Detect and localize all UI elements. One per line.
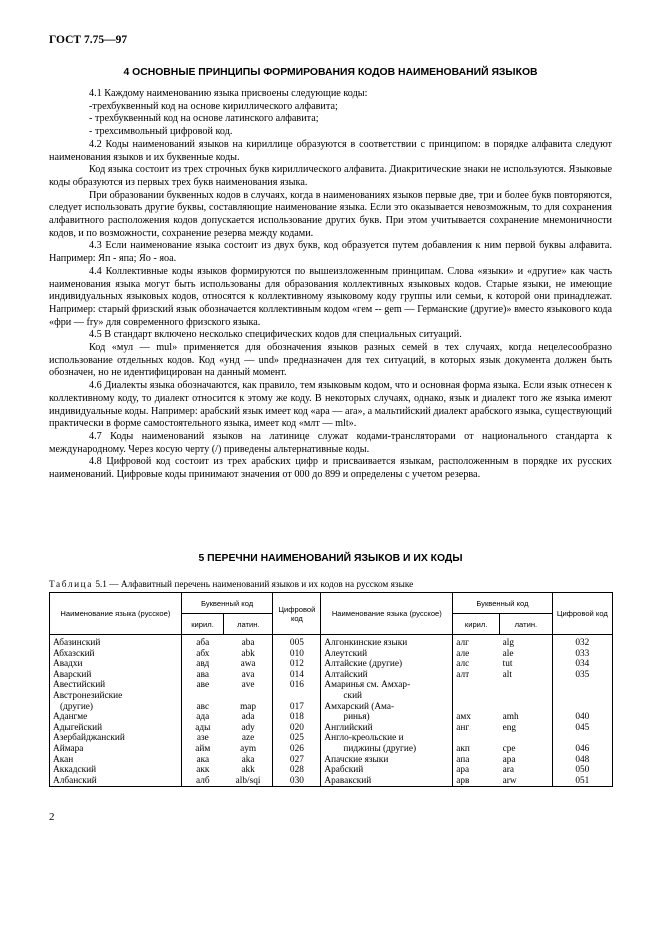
table-cell-c2: акп (456, 743, 470, 754)
table-cell-n1: Аймара (50, 744, 182, 755)
table-cell-d1: 017 (273, 702, 321, 713)
header-cyr: кирил. (453, 614, 500, 635)
table-cell-n2: пиджины (другие) (321, 744, 453, 755)
table-cell-l1: map (224, 702, 273, 713)
table-cell-l2: amh (500, 712, 553, 723)
table-cell-l2: tut (500, 659, 553, 670)
paragraph: - трехсимвольный цифровой код. (89, 126, 233, 138)
table-cell-d1: 020 (273, 723, 321, 734)
table-cell-d2: 050 (552, 765, 612, 776)
table-cell-d1: 010 (273, 649, 321, 660)
table-cell-l2 (500, 680, 553, 691)
table-cell-l1: abk (224, 649, 273, 660)
table-cell-c1: авс (181, 702, 223, 713)
table-cell-n2: Алтайский (321, 670, 453, 681)
table-cell-d2: 032 (552, 635, 612, 649)
header-lat: латин. (500, 614, 553, 635)
table-cell-c2 (453, 691, 500, 702)
table-cell-l1: ave (224, 680, 273, 691)
table-cell-c2: амх (456, 712, 471, 723)
table-cell-l2: alg (500, 635, 553, 649)
table-cell-l2: alt (500, 670, 553, 681)
header-cyr: кирил. (181, 614, 223, 635)
table-row (50, 744, 613, 755)
table-cell-d1: 018 (273, 712, 321, 723)
table-cell-n1: Абхазский (50, 649, 182, 660)
table-cell-l1: ady (224, 723, 273, 734)
table-cell-c1: айм (181, 744, 223, 755)
header-digit-code: Цифровой код (273, 593, 321, 635)
table-cell-l2: arw (500, 776, 553, 787)
table-cell-n2: Аравакский (321, 776, 453, 787)
table-cell-c2: апа (456, 754, 470, 765)
table-cell-c2: але (456, 648, 470, 659)
table-cell-n2: ринья) (321, 712, 453, 723)
table-row (50, 702, 613, 713)
header-letter-code: Буквенный код (181, 593, 273, 614)
table-cell-l1 (224, 691, 273, 702)
table-cell-d1: 030 (273, 776, 321, 787)
table-cell-d1: 012 (273, 659, 321, 670)
table-cell-n2: Амаринья см. Амхар- (321, 680, 453, 691)
header-letter-code: Буквенный код (453, 593, 552, 614)
section-4-body (49, 88, 612, 482)
table-row (50, 670, 613, 681)
table-cell-c2: алс (456, 659, 470, 670)
table-cell-n2: Английский (321, 723, 453, 734)
table-cell-c1: ака (181, 755, 223, 766)
paragraph: 4.4 Коллективные коды языков формируются по вышеизложенным принципам. Слова «языки» и «другие» как часть наименования языка могут быть использованы для образования коллективных языковых кодов. Старые языки, не имеющие индивидуальных языковых кодов, относятся к коллективному языковому коду группы или семьи, к которой они принадлежат. Например: старый фризский язык обозначается коллективным кодом «гем -- gem — Германские (другие)» вместо языкового кода «фри — fry» для современного фризского языка. (49, 265, 612, 328)
table-cell-c1: акк (181, 765, 223, 776)
table-cell-l2: cpe (500, 744, 553, 755)
table-cell-l1: aze (224, 733, 273, 744)
table-cell-l1: ada (224, 712, 273, 723)
table-cell-c1 (181, 691, 223, 702)
table-cell-d1: 016 (273, 680, 321, 691)
languages-table (49, 592, 613, 787)
table-caption (49, 580, 612, 590)
table-cell-d1: 025 (273, 733, 321, 744)
table-cell-l2: ale (500, 649, 553, 660)
table-cell-c1: аве (181, 680, 223, 691)
table-cell-c1: абх (181, 649, 223, 660)
table-cell-d2 (552, 733, 612, 744)
table-cell-l2: ara (500, 765, 553, 776)
table-cell-l1: alb/sqi (224, 776, 273, 787)
table-cell-l2 (500, 702, 553, 713)
table-cell-l1: akk (224, 765, 273, 776)
section-4-title: 4 ОСНОВНЫЕ ПРИНЦИПЫ ФОРМИРОВАНИЯ КОДОВ НАИМЕНОВАНИЙ ЯЗЫКОВ (123, 67, 538, 78)
paragraph: 4.1 Каждому наименованию языка присвоены следующие коды: (89, 88, 368, 99)
paragraph: Код языка состоит из трех строчных букв кириллического алфавита. Диакритические знаки не используются. Языковые коды образуются из первых трех букв наименования языка. (49, 164, 612, 188)
table-cell-n2: Арабский (321, 765, 453, 776)
table-cell-n2: Алтайские (другие) (321, 659, 453, 670)
paragraph: При образовании буквенных кодов в случаях, когда в наименованиях языков первые две, три и более букв повторяются, следует использовать другие буквы, составляющие наименование языка. Если это оказывается невозможным, то для сохранения алфавитного расположения кодов допускается использование других букв. При этом учитывается сохранение мнемоничности кодов, и по возможности, сохранение резерва между кодами. (49, 189, 612, 239)
table-cell-c2 (453, 702, 500, 713)
table-cell-d2 (552, 702, 612, 713)
table-cell-l1: aym (224, 744, 273, 755)
table-row (50, 712, 613, 723)
table-cell-l2: apa (500, 755, 553, 766)
header-digit-code: Цифровой код (552, 593, 612, 635)
table-row (50, 765, 613, 776)
table-cell-d2: 045 (552, 723, 612, 734)
table-cell-n1: Аккадский (50, 765, 182, 776)
table-cell-l1: awa (224, 659, 273, 670)
table-cell-l2 (500, 691, 553, 702)
paragraph: - трехбуквенный код на основе латинского алфавита; (89, 113, 319, 125)
paragraph: Код «мул — mul» применяется для обозначения языков разных семей в тех случаях, когда нецелесообразно использование отдельных кодов. Код «унд — und» предназначен для тех ситуаций, в которых язык документа должен быть обозначен, но не идентифицирован на данный момент. (49, 342, 612, 379)
paragraph: 4.2 Коды наименований языков на кириллице образуются в соответствии с принципом: в порядке алфавита следуют наименования языков и их буквенные коды. (49, 138, 612, 163)
table-cell-c1: азе (181, 733, 223, 744)
table-cell-n1: Абазинский (50, 635, 182, 649)
table-row (50, 776, 613, 787)
table-cell-d2 (552, 680, 612, 691)
table-cell-n1: Азербайджанский (50, 733, 182, 744)
table-cell-d1: 028 (273, 765, 321, 776)
table-cell-c1: аба (181, 635, 223, 649)
table-cell-n2: Алеутский (321, 649, 453, 660)
paragraph: 4.7 Коды наименований языков на латинице служат кодами-трансляторами от национального стандарта к международному. Через косую черту (/) приведены альтернативные коды. (49, 430, 612, 455)
section-5-title: 5 ПЕРЕЧНИ НАИМЕНОВАНИЙ ЯЗЫКОВ И ИХ КОДЫ (198, 553, 463, 564)
table-cell-d2: 033 (552, 649, 612, 660)
table-cell-n1: Адангме (50, 712, 182, 723)
table-cell-d1: 005 (273, 635, 321, 649)
table-cell-l1: aka (224, 755, 273, 766)
table-cell-c1: ава (181, 670, 223, 681)
table-cell-n2: ский (321, 691, 453, 702)
table-cell-n1: Акан (50, 755, 182, 766)
table-cell-c1: алб (181, 776, 223, 787)
table-cell-l1: aba (224, 635, 273, 649)
table-cell-n2: Апачские языки (321, 755, 453, 766)
table-cell-c2: алг (456, 638, 469, 648)
table-cell-d1: 027 (273, 755, 321, 766)
table-cell-c2: арв (453, 776, 500, 787)
table-row (50, 755, 613, 766)
table-cell-n1: Албанский (50, 776, 182, 787)
table-cell-d2: 048 (552, 755, 612, 766)
table-cell-n2: Алгонкинские языки (321, 635, 453, 649)
running-header: ГОСТ 7.75—97 (49, 34, 128, 46)
table-cell-d1 (273, 691, 321, 702)
table-cell-c1: ады (181, 723, 223, 734)
table-cell-l1: ava (224, 670, 273, 681)
table-cell-n1: Авестийский (50, 680, 182, 691)
table-caption-label: Таблица (49, 580, 93, 590)
table-cell-l2 (500, 733, 553, 744)
table-cell-d2: 040 (552, 712, 612, 723)
paragraph: 4.8 Цифровой код состоит из трех арабских цифр и присваивается языкам, расположенным в порядке их русских наименований. Цифровые коды принимают значения от 000 до 899 и определены с учетом резерва. (49, 456, 612, 481)
table-row (50, 733, 613, 744)
table-cell-d2: 051 (552, 776, 612, 787)
table-cell-n1: Австронезийские (50, 691, 182, 702)
header-name: Наименование языка (русское) (321, 593, 453, 635)
table-cell-c2 (453, 733, 500, 744)
table-row (50, 680, 613, 691)
table-caption-text: 5.1 — Алфавитный перечень наименований языков и их кодов на русском языке (93, 580, 414, 590)
table-cell-n1: (другие) (50, 702, 182, 713)
table-cell-c1: ада (181, 712, 223, 723)
table-cell-l2: eng (500, 723, 553, 734)
header-lat: латин. (224, 614, 273, 635)
table-cell-d1: 014 (273, 670, 321, 681)
table-cell-n2: Амхарский (Ама- (321, 702, 453, 713)
paragraph: 4.5 В стандарт включено несколько специфических кодов для специальных ситуаций. (89, 329, 462, 341)
paragraph: 4.3 Если наименование языка состоит из двух букв, код образуется путем добавления к ним первой буквы алфавита. Например: Яп - япа; Яо - яоа. (49, 240, 612, 265)
table-cell-d2: 034 (552, 659, 612, 670)
table-row (50, 635, 613, 649)
paragraph: -трехбуквенный код на основе кириллического алфавита; (89, 100, 338, 112)
table-cell-c2 (453, 680, 500, 691)
table-row (50, 723, 613, 734)
table-cell-d2: 046 (552, 744, 612, 755)
table-body (50, 635, 613, 787)
table-cell-n1: Адыгейский (50, 723, 182, 734)
page-number: 2 (49, 811, 55, 823)
header-name: Наименование языка (русское) (50, 593, 182, 635)
table-cell-c1: авд (181, 659, 223, 670)
table-cell-d2: 035 (552, 670, 612, 681)
table-cell-c2: анг (456, 722, 470, 733)
table-cell-c2: ара (456, 765, 470, 776)
table-row (50, 691, 613, 702)
table-row (50, 649, 613, 660)
table-cell-d2 (552, 691, 612, 702)
table-cell-n1: Аварский (50, 670, 182, 681)
table-row (50, 659, 613, 670)
paragraph: 4.6 Диалекты языка обозначаются, как правило, тем языковым кодом, что и основная форма языка. Если язык отнесен к коллективному коду, то диалект относится к этому же коду. В некоторых случаях, однако, язык и диалект того же языка имеют индивидуальные коды. Например: арабский язык имеет код «ара — ara», а мальтийский диалект арабского языка, существующий практически в форме самостоятельного языка, имеет код «млт — mlt». (49, 380, 612, 430)
table-cell-n2: Англо-креольские и (321, 733, 453, 744)
table-cell-c2: алт (456, 669, 470, 680)
table-cell-n1: Авадхи (50, 659, 182, 670)
table-cell-d1: 026 (273, 744, 321, 755)
